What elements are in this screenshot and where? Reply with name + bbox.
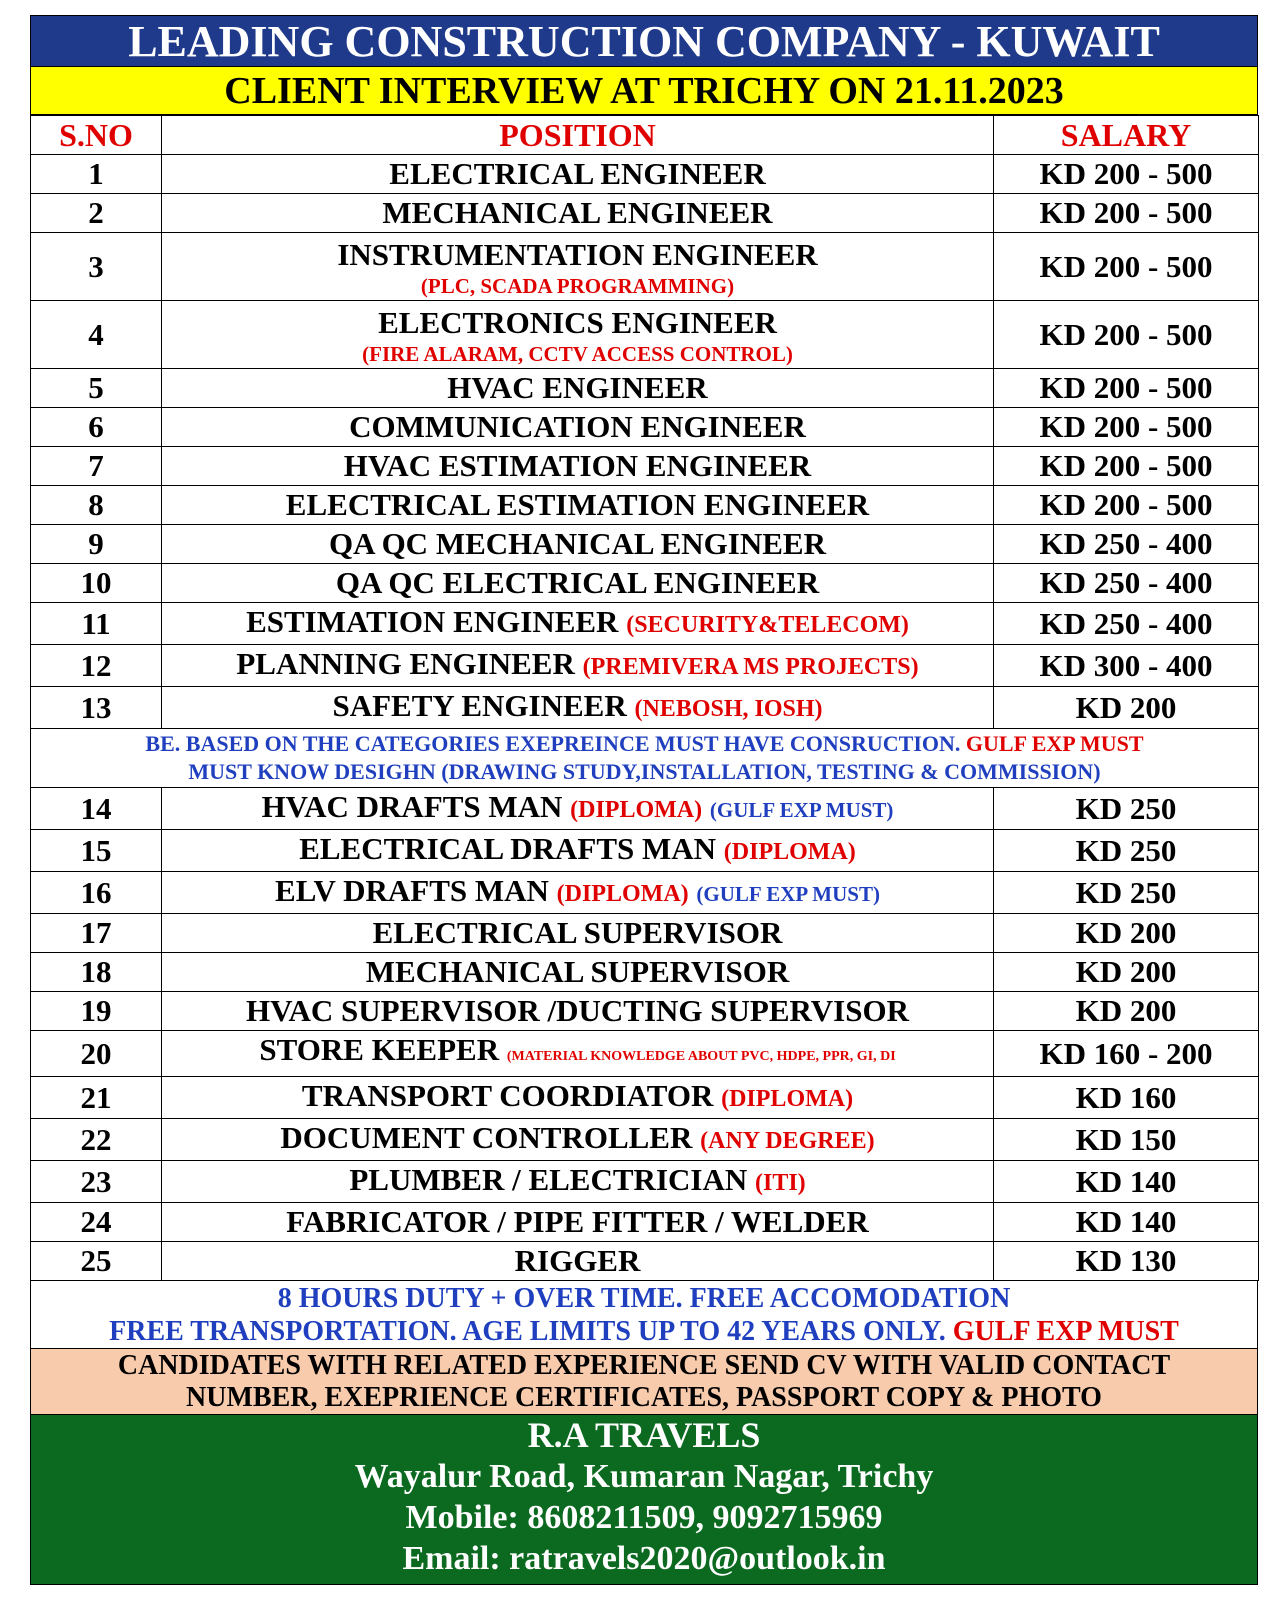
contact-mobile: Mobile: 8608211509, 9092715969 [405, 1499, 883, 1536]
position-title: PLUMBER / ELECTRICIAN [349, 1162, 748, 1197]
table-row [31, 992, 1259, 1031]
experience-note-row [31, 729, 1259, 788]
row-position [162, 525, 994, 564]
row-position [162, 1242, 994, 1281]
position-qualification: (SECURITY&TELECOM) [626, 612, 909, 638]
position-title: INSTRUMENTATION ENGINEER [337, 236, 818, 272]
row-sno: 10 [31, 564, 162, 603]
row-sno: 4 [31, 301, 162, 369]
row-sno: 14 [31, 788, 162, 830]
row-salary: KD 250 [994, 788, 1259, 830]
row-position [162, 564, 994, 603]
table-row [31, 1242, 1259, 1281]
row-sno: 20 [31, 1031, 162, 1077]
row-position [162, 1203, 994, 1242]
row-salary: KD 160 [994, 1077, 1259, 1119]
experience-note [31, 729, 1259, 788]
table-row [31, 1161, 1259, 1203]
row-sno: 1 [31, 155, 162, 194]
interview-banner: CLIENT INTERVIEW AT TRICHY ON 21.11.2023 [30, 67, 1258, 115]
position-title: RIGGER [514, 1243, 641, 1278]
row-sno: 19 [31, 992, 162, 1031]
row-salary: KD 200 - 500 [994, 301, 1259, 369]
row-position [162, 155, 994, 194]
row-position [162, 369, 994, 408]
position-title: STORE KEEPER [259, 1032, 500, 1067]
row-sno: 23 [31, 1161, 162, 1203]
table-row [31, 1077, 1259, 1119]
row-position [162, 1119, 994, 1161]
position-qualification: (PREMIVERA MS PROJECTS) [582, 654, 919, 680]
row-sno: 11 [31, 603, 162, 645]
row-sno: 22 [31, 1119, 162, 1161]
table-row [31, 687, 1259, 729]
row-salary: KD 200 - 500 [994, 233, 1259, 301]
table-row [31, 1119, 1259, 1161]
position-title: COMMUNICATION ENGINEER [349, 409, 806, 444]
position-title: ELECTRICAL ESTIMATION ENGINEER [285, 487, 870, 522]
position-requirement: (PLC, SCADA PROGRAMMING) [420, 273, 735, 298]
company-address: Wayalur Road, Kumaran Nagar, Trichy [354, 1458, 934, 1495]
position-title: ELV DRAFTS MAN [275, 873, 549, 908]
table-row [31, 564, 1259, 603]
table-row [31, 914, 1259, 953]
table-row [31, 788, 1259, 830]
table-row [31, 830, 1259, 872]
row-salary: KD 200 - 500 [994, 447, 1259, 486]
job-poster [30, 15, 1258, 1585]
row-position [162, 872, 994, 914]
row-position [162, 914, 994, 953]
row-position [162, 194, 994, 233]
row-sno: 6 [31, 408, 162, 447]
row-salary: KD 200 [994, 914, 1259, 953]
position-qualification: (ITI) [754, 1170, 806, 1196]
position-material-note: (MATERIAL KNOWLEDGE ABOUT PVC, HDPE, PPR, GI, DI [506, 1049, 896, 1064]
row-position [162, 603, 994, 645]
table-row [31, 301, 1259, 369]
experience-note-gulf: GULF EXP MUST [965, 731, 1144, 756]
position-title: MECHANICAL SUPERVISOR [365, 954, 790, 989]
row-position [162, 1161, 994, 1203]
row-salary: KD 250 - 400 [994, 564, 1259, 603]
position-qualification: (NEBOSH, IOSH) [634, 696, 823, 722]
position-title: HVAC SUPERVISOR /DUCTING SUPERVISOR [245, 993, 909, 1028]
row-sno: 13 [31, 687, 162, 729]
row-position [162, 408, 994, 447]
row-sno: 3 [31, 233, 162, 301]
row-salary: KD 130 [994, 1242, 1259, 1281]
column-header-position: POSITION [162, 116, 994, 155]
cv-line-1: CANDIDATES WITH RELATED EXPERIENCE SEND CV WITH VALID CONTACT [117, 1350, 1171, 1381]
row-sno: 15 [31, 830, 162, 872]
table-row [31, 194, 1259, 233]
table-row [31, 953, 1259, 992]
company-name: R.A TRAVELS [527, 1415, 761, 1455]
row-sno: 2 [31, 194, 162, 233]
position-title: ELECTRONICS ENGINEER [378, 304, 777, 340]
contact-email: Email: ratravels2020@outlook.in [402, 1540, 886, 1577]
row-salary: KD 200 [994, 687, 1259, 729]
row-position [162, 788, 994, 830]
position-title: ELECTRICAL ENGINEER [389, 156, 766, 191]
position-title: HVAC DRAFTS MAN [261, 789, 563, 824]
row-sno: 5 [31, 369, 162, 408]
column-header-sno: S.NO [31, 116, 162, 155]
row-salary: KD 250 [994, 830, 1259, 872]
row-salary: KD 250 - 400 [994, 603, 1259, 645]
position-title: HVAC ENGINEER [447, 370, 708, 405]
cv-instructions [30, 1349, 1258, 1415]
row-position [162, 953, 994, 992]
position-title: DOCUMENT CONTROLLER [280, 1120, 693, 1155]
position-gulf-note: (GULF EXP MUST) [696, 882, 880, 906]
benefits-line-2: FREE TRANSPORTATION. AGE LIMITS UP TO 42 YEARS ONLY. [109, 1316, 946, 1347]
row-sno: 8 [31, 486, 162, 525]
row-sno: 7 [31, 447, 162, 486]
table-header [31, 116, 1259, 155]
position-qualification: (DIPLOMA) [556, 881, 689, 907]
row-position [162, 1077, 994, 1119]
position-title: HVAC ESTIMATION ENGINEER [343, 448, 812, 483]
table-row [31, 645, 1259, 687]
row-sno: 18 [31, 953, 162, 992]
row-position [162, 830, 994, 872]
position-title: FABRICATOR / PIPE FITTER / WELDER [286, 1204, 869, 1239]
table-row [31, 369, 1259, 408]
table-row [31, 486, 1259, 525]
row-salary: KD 150 [994, 1119, 1259, 1161]
row-position [162, 645, 994, 687]
benefits-gulf-exp: GULF EXP MUST [952, 1316, 1179, 1347]
position-gulf-note: (GULF EXP MUST) [709, 798, 894, 822]
row-position [162, 447, 994, 486]
table-row [31, 155, 1259, 194]
row-sno: 25 [31, 1242, 162, 1281]
position-title: SAFETY ENGINEER [332, 688, 627, 723]
row-position [162, 1031, 994, 1077]
position-qualification: (ANY DEGREE) [700, 1128, 875, 1154]
row-salary: KD 300 - 400 [994, 645, 1259, 687]
column-header-salary: SALARY [994, 116, 1259, 155]
row-salary: KD 200 [994, 953, 1259, 992]
row-position [162, 301, 994, 369]
position-title: ELECTRICAL SUPERVISOR [372, 915, 783, 950]
position-qualification: (DIPLOMA) [721, 1086, 854, 1112]
row-salary: KD 250 - 400 [994, 525, 1259, 564]
row-sno: 9 [31, 525, 162, 564]
row-salary: KD 140 [994, 1161, 1259, 1203]
table-row [31, 1203, 1259, 1242]
position-title: PLANNING ENGINEER [236, 646, 575, 681]
row-position [162, 992, 994, 1031]
row-position [162, 687, 994, 729]
position-qualification: (DIPLOMA) [723, 839, 856, 865]
position-qualification: (DIPLOMA) [570, 797, 703, 823]
row-position [162, 233, 994, 301]
position-title: TRANSPORT COORDIATOR [301, 1078, 714, 1113]
benefits-line-1: 8 HOURS DUTY + OVER TIME. FREE ACCOMODATION [277, 1283, 1011, 1314]
table-row [31, 603, 1259, 645]
row-sno: 21 [31, 1077, 162, 1119]
table-row [31, 525, 1259, 564]
row-position [162, 486, 994, 525]
benefits-note [30, 1281, 1258, 1349]
position-title: ELECTRICAL DRAFTS MAN [299, 831, 717, 866]
row-salary: KD 200 - 500 [994, 194, 1259, 233]
position-title: ESTIMATION ENGINEER [246, 604, 619, 639]
row-salary: KD 200 - 500 [994, 369, 1259, 408]
table-row [31, 1031, 1259, 1077]
row-salary: KD 200 [994, 992, 1259, 1031]
row-sno: 12 [31, 645, 162, 687]
row-salary: KD 200 - 500 [994, 155, 1259, 194]
row-salary: KD 160 - 200 [994, 1031, 1259, 1077]
row-sno: 24 [31, 1203, 162, 1242]
poster-title: LEADING CONSTRUCTION COMPANY - KUWAIT [30, 15, 1258, 67]
position-title: QA QC MECHANICAL ENGINEER [329, 526, 826, 561]
row-salary: KD 200 - 500 [994, 408, 1259, 447]
experience-note-text: BE. BASED ON THE CATEGORIES EXEPREINCE MUST HAVE CONSRUCTION. [145, 731, 961, 756]
position-requirement: (FIRE ALARAM, CCTV ACCESS CONTROL) [362, 341, 793, 366]
row-sno: 16 [31, 872, 162, 914]
cv-line-2: NUMBER, EXEPRIENCE CERTIFICATES, PASSPORT COPY & PHOTO [186, 1382, 1102, 1413]
contact-block [30, 1415, 1258, 1585]
row-salary: KD 200 - 500 [994, 486, 1259, 525]
table-row [31, 447, 1259, 486]
row-salary: KD 250 [994, 872, 1259, 914]
positions-table [30, 115, 1259, 1281]
row-sno: 17 [31, 914, 162, 953]
row-salary: KD 140 [994, 1203, 1259, 1242]
position-title: MECHANICAL ENGINEER [382, 195, 773, 230]
table-row [31, 872, 1259, 914]
table-row [31, 233, 1259, 301]
experience-note-design: MUST KNOW DESIGHN (DRAWING STUDY,INSTALLATION, TESTING & COMMISSION) [188, 759, 1101, 784]
position-title: QA QC ELECTRICAL ENGINEER [335, 565, 820, 600]
table-row [31, 408, 1259, 447]
